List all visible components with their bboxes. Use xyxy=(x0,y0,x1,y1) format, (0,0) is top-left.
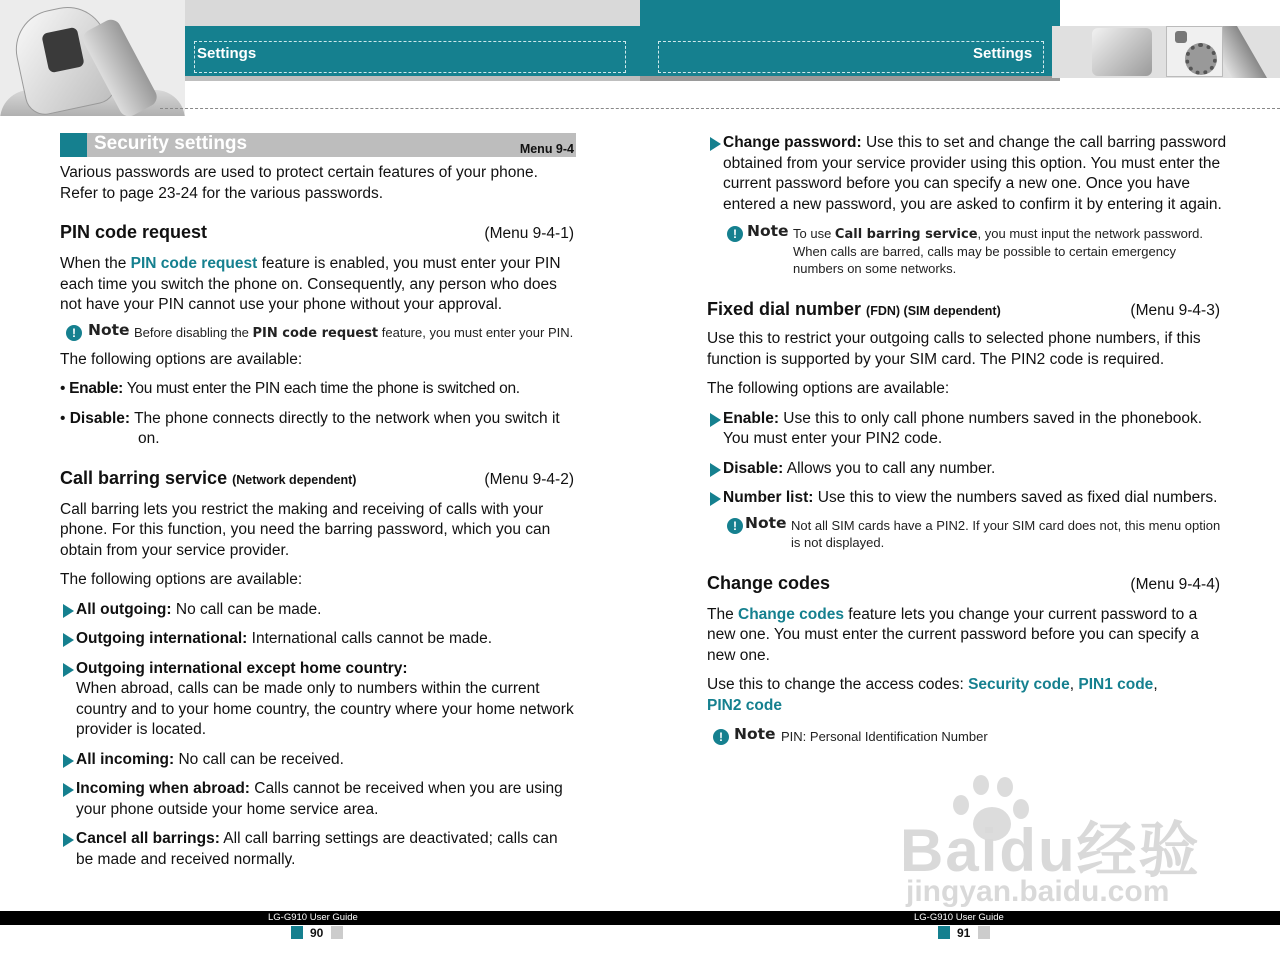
arrow-bullet-icon xyxy=(63,833,74,847)
pin1-code-term: PIN1 code xyxy=(1078,676,1154,693)
note-pin: ! Note Before disabling the PIN code request feature, you must enter your PIN. xyxy=(60,324,576,342)
footer-square-grey-right xyxy=(978,926,990,939)
call-barring-options-intro: The following options are available: xyxy=(60,571,303,588)
note-label: Note xyxy=(734,725,776,743)
list-item-incoming-when-abroad: Incoming when abroad: Calls cannot be received when you are using your phone outside your home service area. xyxy=(60,779,576,820)
pin-paragraph: When the PIN code request feature is enabled, you must enter your PIN each time you switch the phone on. Consequently, any person who does not have your PIN cannot use your phone without your approval. xyxy=(60,255,561,313)
footer-guide-left: LG-G910 User Guide xyxy=(268,912,358,923)
fdn-paragraph: Use this to restrict your outgoing calls to selected phone numbers, if this function is supported by your SIM card. The PIN2 code is required. xyxy=(707,330,1201,368)
arrow-bullet-icon xyxy=(710,137,721,151)
heading-text: PIN code request xyxy=(60,222,208,242)
left-page-column xyxy=(60,133,576,870)
arrow-bullet-icon xyxy=(710,492,721,506)
right-page-column xyxy=(707,133,1227,745)
arrow-bullet-icon xyxy=(63,783,74,797)
page-number-left: 90 xyxy=(310,926,324,940)
list-item-all-incoming: All incoming: No call can be received. xyxy=(60,750,576,771)
note-label: Note xyxy=(745,513,787,532)
header-underline-right xyxy=(640,76,1060,81)
arrow-bullet-icon xyxy=(63,633,74,647)
footer-square-teal-left xyxy=(291,926,303,939)
note-label: Note xyxy=(88,320,130,339)
list-item-fdn-enable: Enable: Use this to only call phone numbers saved in the phonebook. You must enter your PIN2 code. xyxy=(707,409,1227,450)
option-enable: • Enable: You must enter the PIN each time the phone is switched on. xyxy=(60,380,520,397)
heading-text: Call barring service xyxy=(60,467,228,488)
arrow-bullet-icon xyxy=(63,663,74,677)
list-item-outgoing-international: Outgoing international: International calls cannot be made. xyxy=(60,629,576,650)
settings-gear-icon xyxy=(1166,26,1223,77)
footer-square-grey-left xyxy=(331,926,343,939)
option-disable: • Disable: The phone connects directly to the network when you switch it on. xyxy=(60,409,560,447)
baidu-watermark-logo xyxy=(900,775,1230,915)
list-item-all-outgoing: All outgoing: No call can be made. xyxy=(60,600,576,621)
arrow-bullet-icon xyxy=(710,413,721,427)
header-underline-left xyxy=(185,76,640,81)
exclamation-icon: ! xyxy=(727,226,743,242)
heading-subtitle: (FDN) (SIM dependent) xyxy=(866,304,1001,318)
heading-call-barring xyxy=(60,468,576,492)
page-number-right: 91 xyxy=(957,926,971,940)
note-label: Note xyxy=(747,222,789,240)
section-header-security xyxy=(60,133,576,157)
list-item-fdn-number-list: Number list: Use this to view the numbers saved as fixed dial numbers. xyxy=(707,488,1227,509)
change-codes-term: Change codes xyxy=(738,605,844,623)
header-top-strip-right xyxy=(640,0,1060,26)
heading-text: Fixed dial number xyxy=(707,299,862,319)
header-title-right: Settings xyxy=(973,45,1033,62)
intro-paragraph: Various passwords are used to protect certain features of your phone. Refer to page 23-24 for the various passwords. xyxy=(60,164,538,202)
exclamation-icon: ! xyxy=(727,518,743,534)
phone-illustration-left xyxy=(0,0,185,116)
header-frame-left xyxy=(194,41,626,73)
pin-options-intro: The following options are available: xyxy=(60,350,303,368)
arrow-bullet-icon xyxy=(63,604,74,618)
security-code-term: Security code xyxy=(968,676,1070,693)
exclamation-icon: ! xyxy=(713,729,729,745)
heading-subtitle: (Network dependent) xyxy=(232,472,357,487)
heading-fixed-dial-number xyxy=(707,299,1227,323)
note-pin-definition: ! Note PIN: Personal Identification Number xyxy=(707,728,1227,745)
footer-guide-right: LG-G910 User Guide xyxy=(914,912,1004,923)
pin2-code-term: PIN2 code xyxy=(707,696,782,714)
list-item-cancel-all-barrings: Cancel all barrings: All call barring settings are deactivated; calls can be made and received normally. xyxy=(60,829,576,870)
fdn-options-intro: The following options are available: xyxy=(707,380,950,397)
heading-menu-number: (Menu 9-4-4) xyxy=(1130,575,1220,593)
heading-menu-number: (Menu 9-4-3) xyxy=(1130,302,1220,319)
heading-menu-number: (Menu 9-4-2) xyxy=(484,470,574,488)
pin-code-request-term: PIN code request xyxy=(130,255,258,272)
list-item-change-password: Change password: Use this to set and change the call barring password obtained from your service provider using this option. You must enter the current password before you can specify a new one. Once you have entered a new password, you are asked to confirm it by entering it again. xyxy=(707,133,1227,215)
heading-pin-code-request xyxy=(60,222,576,246)
arrow-bullet-icon xyxy=(710,463,721,477)
watermark-url-text: jingyan.baidu.com xyxy=(906,875,1170,908)
list-item-outgoing-intl-except-home: Outgoing international except home country: When abroad, calls can be made only to numbers within the current country and to your home country, the country where your home network provider is located. xyxy=(60,659,576,741)
section-title: Security settings xyxy=(94,133,248,154)
exclamation-icon: ! xyxy=(66,325,82,341)
heading-menu-number: (Menu 9-4-1) xyxy=(484,225,574,242)
heading-change-codes xyxy=(707,573,1227,597)
watermark-main-text: Baidu经验 xyxy=(900,817,1201,884)
header-title-left: Settings xyxy=(197,45,257,62)
note-fdn: ! Note Not all SIM cards have a PIN2. If your SIM card does not, this menu option is not displayed. xyxy=(707,517,1227,551)
change-codes-paragraph: The Change codes feature lets you change your current password to a new one. You must enter the current password before you can specify a new one. xyxy=(707,605,1199,664)
footer-square-teal-right xyxy=(938,926,950,939)
note-call-barring: ! Note To use Call barring service, you must input the network password. When calls are barred, calls may be possible to certain emergency numbers on some networks. xyxy=(707,225,1227,277)
heading-text: Change codes xyxy=(707,572,831,593)
list-item-fdn-disable: Disable: Allows you to call any number. xyxy=(707,459,1227,480)
section-menu-number: Menu 9-4 xyxy=(519,142,574,156)
call-barring-paragraph: Call barring lets you restrict the making and receiving of calls with your phone. For this function, you need the barring password, which you can obtain from your service provider. xyxy=(60,500,551,559)
arrow-bullet-icon xyxy=(63,754,74,768)
header-dashed-rule xyxy=(160,108,1280,109)
header-top-strip-left xyxy=(185,0,640,26)
access-codes-paragraph: Use this to change the access codes: Security code, PIN1 code, PIN2 code xyxy=(707,676,1158,714)
